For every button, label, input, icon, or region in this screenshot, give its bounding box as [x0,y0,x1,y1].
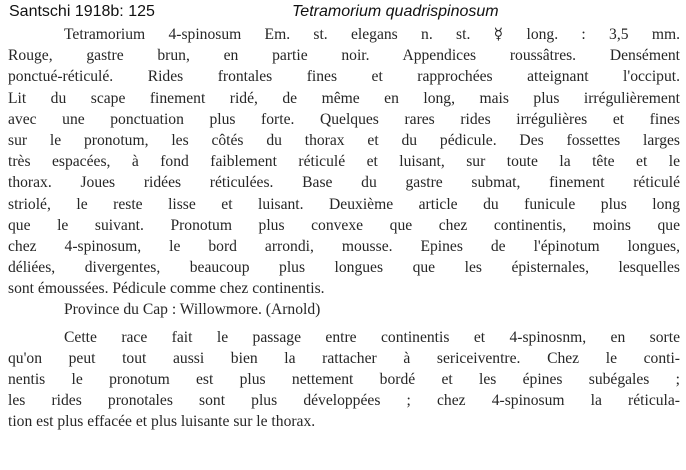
text-line: Province du Cap : Willowmore. (Arnold) [64,301,321,319]
text-line: sont émoussées. Pédicule comme chez continentis. [8,280,325,298]
description-paragraph [8,24,680,299]
text-line: déliées, divergentes, beaucoup plus longues que les épisternales, lesquelles [8,259,680,277]
citation-label: Santschi 1918b: 125 [9,3,155,20]
text-line: sur le pronotum, les côtés du thorax et du pédicule. Des fossettes larges [8,131,680,149]
locality-paragraph [8,299,680,320]
discussion-paragraph [8,327,680,433]
text-line: Lit du scape finement ridé, de même en long, mais plus irrégulièrement [8,89,680,107]
text-line: Cette race fait le passage entre continentis et 4-spinosnm, en sorte [64,328,680,346]
text-line: Rouge, gastre brun, en partie noir. Appendices roussâtres. Densément [8,47,680,65]
text-line: chez 4-spinosum, le bord arrondi, mousse. Epines de l'épinotum longues, [8,237,680,255]
text-line: qu'on peut tout aussi bien la rattacher à sericeiventre. Chez le conti- [8,349,680,367]
text-line: les rides pronotales sont plus développées ; chez 4-spinosum la réticula- [8,392,680,410]
text-line: striolé, le reste lisse et luisant. Deuxième article du funicule plus long [8,195,680,213]
taxon-title: Tetramorium quadrispinosum [292,3,499,20]
text-line: Tetramorium 4-spinosum Em. st. elegans n. st. ☿ long. : 3,5 mm. [64,26,680,43]
page-header [0,2,686,26]
text-line: avec une ponctuation plus forte. Quelques rares rides irrégulières et fines [8,110,680,128]
text-line: très espacées, à fond faiblement réticulé et luisant, sur toute la tête et le [8,153,680,171]
text-line: thorax. Joues ridées réticulées. Base du gastre submat, finement réticulé [8,174,680,192]
text-line: nentis le pronotum est plus nettement bordé et les épines subégales ; [8,371,680,388]
scanned-text-block [8,24,680,433]
text-line: tion est plus effacée et plus luisante sur le thorax. [8,413,316,431]
text-line: que le suivant. Pronotum plus convexe que chez continentis, moins que [8,216,680,234]
text-line: ponctué-réticulé. Rides frontales fines et rapprochées atteignant l'occiput. [8,68,680,86]
